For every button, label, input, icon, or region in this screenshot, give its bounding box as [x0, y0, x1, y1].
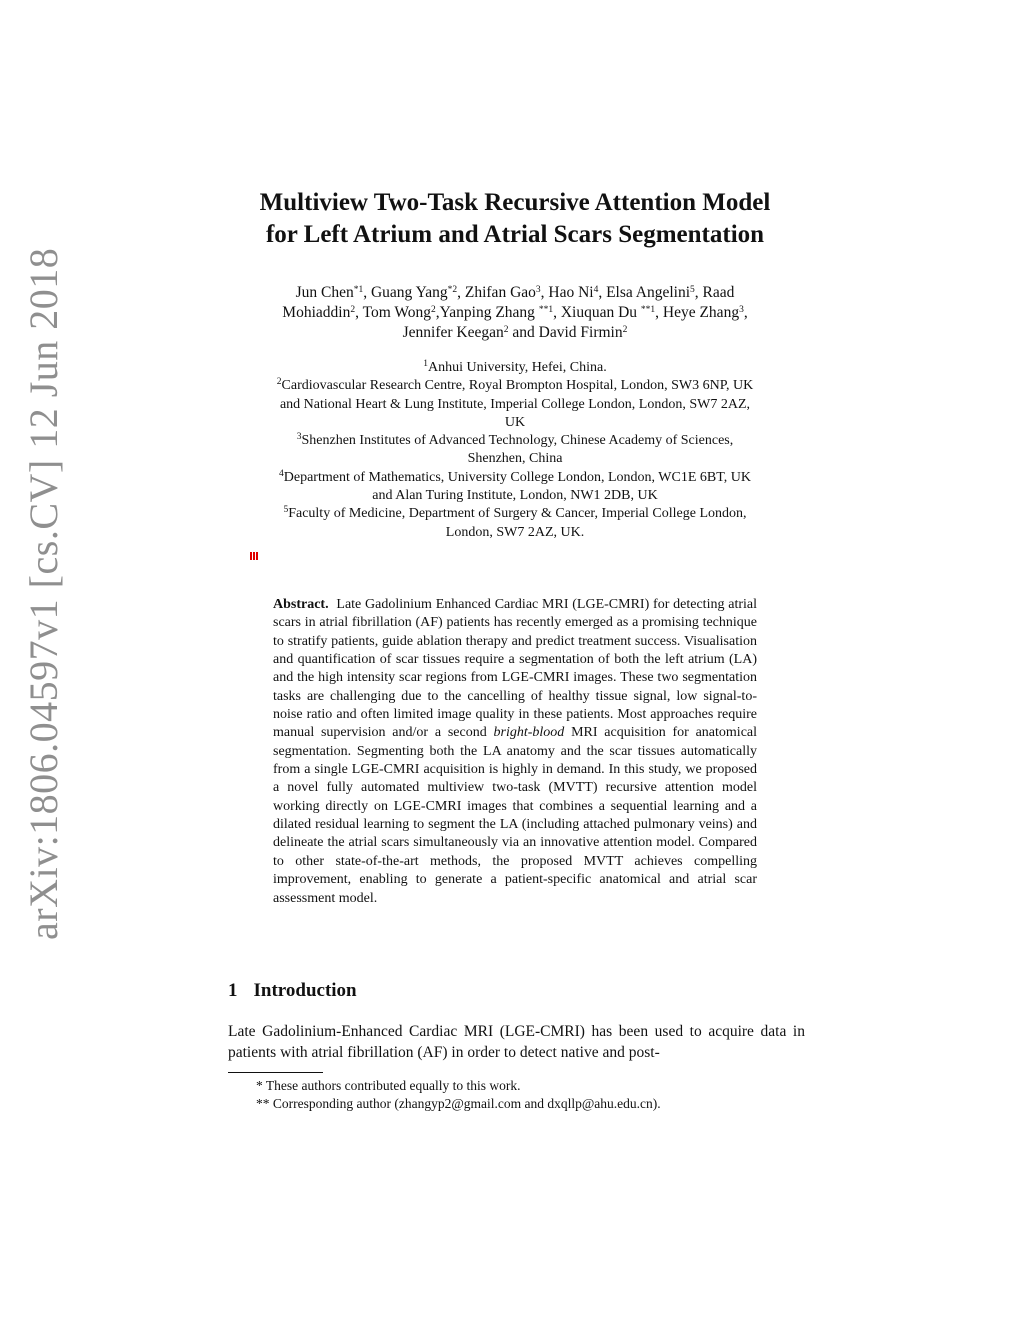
affiliation-2: $^2$Cardiovascular Research Centre, Royal Brompton Hospital, London, SW3 6NP, UK and National Heart & Lung Institute, Imperial College London, London, SW7 2AZ, UK — [276, 377, 754, 430]
title-line-2: for Left Atrium and Atrial Scars Segmentation — [265, 221, 765, 248]
abstract-label: Abstract. — [273, 597, 329, 612]
author-name: Hao Ni — [548, 284, 594, 301]
footnote-corresponding-author: ** Corresponding author (zhangyp2@gmail.com and dxqllp@ahu.edu.cn). — [256, 1096, 661, 1111]
author-line-1: Jun Chen$^{*1}$, Guang Yang$^{*2}$, Zhifan Gao$^3$, Hao Ni$^4$, Elsa Angelini$^5$, Raad — [295, 284, 735, 301]
affiliation-5: $^5$Faculty of Medicine, Department of Surgery & Cancer, Imperial College London, London, SW7 2AZ, UK. — [283, 505, 747, 540]
section-title: Introduction — [253, 980, 357, 1001]
footnotes — [256, 1077, 816, 1113]
author-name: Elsa Angelini — [606, 284, 691, 301]
author-list — [200, 283, 830, 343]
affiliation-3: $^3$Shenzhen Institutes of Advanced Technology, Chinese Academy of Sciences, Shenzhen, China — [296, 432, 734, 467]
author-name: Zhifan Gao — [464, 284, 536, 301]
affiliation-list — [200, 359, 830, 542]
paper-title — [140, 187, 890, 251]
affiliation-1: $^1$Anhui University, Hefei, China. — [423, 359, 607, 375]
abstract: Abstract. Late Gadolinium Enhanced Cardiac MRI (LGE-CMRI) for detecting atrial scars in atrial fibrillation (AF) patients has recently emerged as a promising technique to stratify patients, guide ablation therapy and predict treatment success. Visualisation and quantification of scar tissues require a segmentation of both the left atrium (LA) and the high intensity scar regions from LGE-CMRI images. These two segmentation tasks are challenging due to the cancelling of healthy tissue signal, low signal-to-noise ratio and often limited image quality in these patients. Most approaches require manual supervision and/or a second bright-blood MRI acquisition for anatomical segmentation. Segmenting both the LA anatomy and the scar tissues automatically from a single LGE-CMRI acquisition is highly in demand. In this study, we proposed a novel fully automated multiview two-task (MVTT) recursive attention model working directly on LGE-CMRI images that combines a sequential learning and a dilated residual learning to segment the LA (including attached pulmonary veins) and delineate the atrial scars simultaneously via an innovative attention model. Compared to other state-of-the-art methods, the proposed MVTT achieves compelling improvement, enabling to generate a patient-specific anatomical and atrial scar assessment model. — [273, 597, 758, 906]
footnote-equal-contribution: * These authors contributed equally to this work. — [256, 1078, 521, 1093]
author-name: Tom Wong — [362, 304, 431, 321]
author-name: Mohiaddin — [282, 304, 351, 321]
introduction-paragraph: Late Gadolinium-Enhanced Cardiac MRI (LGE-CMRI) has been used to acquire data in patients with atrial fibrillation (AF) in order to detect native and post- — [228, 1023, 805, 1061]
author-name: Heye Zhang — [662, 304, 740, 321]
author-name: David Firmin — [538, 324, 623, 341]
author-name: Guang Yang — [370, 284, 448, 301]
title-line-1: Multiview Two-Task Recursive Attention Model — [259, 189, 771, 216]
author-name: Raad — [702, 284, 735, 301]
section-heading — [228, 980, 357, 1002]
affiliation-4: $^4$Department of Mathematics, University College London, London, WC1E 6BT, UK and Alan Turing Institute, London, NW1 2DB, UK — [279, 468, 751, 504]
author-line-3: Jennifer Keegan$^2$ and David Firmin$^2$ — [402, 324, 628, 341]
red-bracket-mark-icon — [250, 552, 258, 560]
author-line-2: Mohiaddin$^2$, Tom Wong$^2$,Yanping Zhang $^{**1}$, Xiuquan Du $^{**1}$, Heye Zhang$^3$, — [282, 304, 748, 321]
author-name: Yanping Zhang — [439, 304, 539, 321]
arxiv-identifier: arXiv:1806.04597v1 [cs.CV] 12 Jun 2018 — [21, 247, 66, 940]
author-name: Xiuquan Du — [560, 304, 641, 321]
section-number: 1 — [228, 980, 238, 1001]
author-name: Jennifer Keegan — [402, 324, 504, 341]
author-name: Jun Chen — [295, 284, 354, 301]
footnote-divider — [228, 1072, 323, 1073]
